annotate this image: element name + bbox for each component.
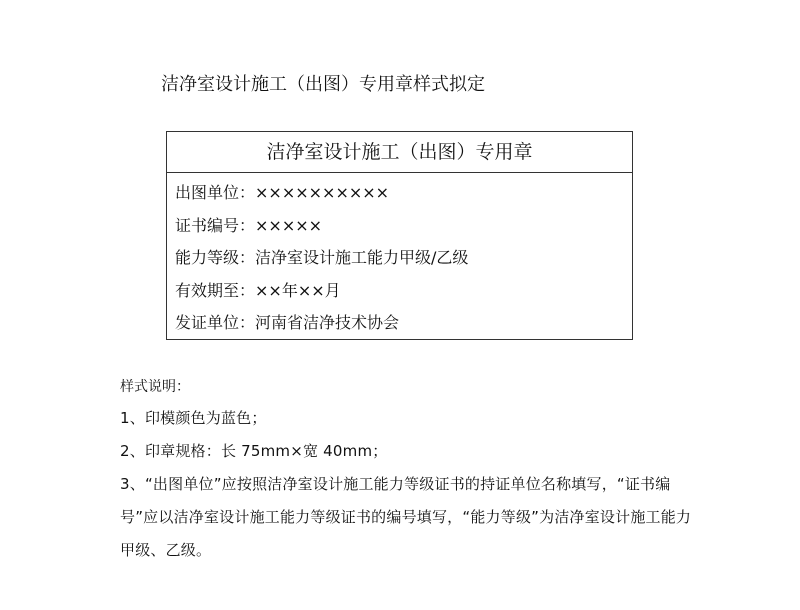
stamp-row-value: ××××× — [255, 215, 323, 235]
note-item-fill-rules: 3、“出图单位”应按照洁净室设计施工能力等级证书的持证单位名称填写，“证书编号”应以洁净室设计施工能力等级证书的编号填写，“能力等级”为洁净室设计施工能力甲级、乙级。 — [120, 475, 692, 559]
stamp-row-value: ××年××月 — [255, 280, 341, 300]
stamp-row-value: 洁净室设计施工能力甲级/乙级 — [255, 248, 469, 267]
note-item-color: 1、印模颜色为蓝色； — [120, 409, 267, 427]
note-item-size: 2、印章规格：长 75mm×宽 40mm； — [120, 442, 388, 460]
stamp-row-label: 发证单位： — [175, 313, 256, 332]
stamp-row-label: 能力等级： — [175, 248, 256, 267]
stamp-row-label: 证书编号： — [175, 215, 256, 235]
notes-title: 样式说明： — [120, 379, 190, 395]
stamp-row-valid-until — [175, 275, 632, 308]
stamp-row-label: 出图单位： — [175, 183, 256, 202]
stamp-header: 洁净室设计施工（出图）专用章 — [167, 132, 632, 173]
stamp-row-capability-grade — [175, 242, 632, 275]
stamp-row-issuer-unit — [175, 177, 632, 210]
stamp-row-value: 河南省洁净技术协会 — [255, 313, 400, 332]
stamp-row-label: 有效期至： — [175, 280, 256, 300]
stamp-template-box — [166, 131, 633, 340]
stamp-row-issuing-authority — [175, 307, 632, 340]
stamp-rows — [167, 173, 632, 340]
stamp-row-certificate-number — [175, 210, 632, 243]
stamp-row-value: ×××××××××× — [255, 183, 390, 202]
document-title: 洁净室设计施工（出图）专用章样式拟定 — [161, 74, 485, 95]
style-notes — [120, 372, 695, 567]
